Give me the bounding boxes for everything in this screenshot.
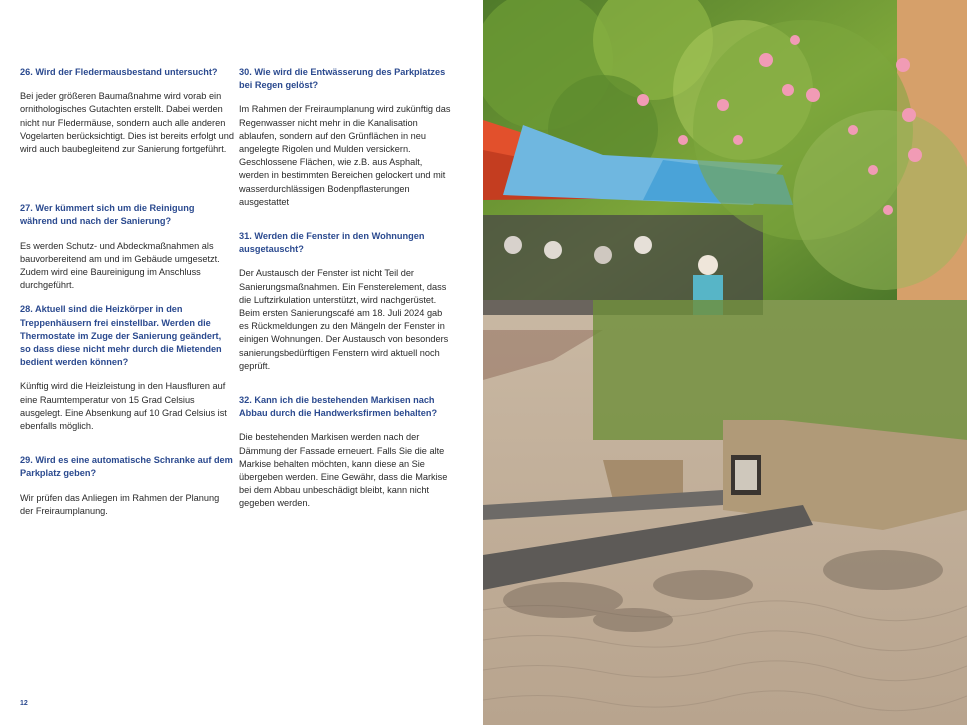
- text-page: [0, 0, 483, 725]
- question-27: 27. Wer kümmert sich um die Reinigung während und nach der Sanierung?: [20, 203, 195, 227]
- faq-item-30: [239, 66, 453, 209]
- answer-29: Wir prüfen das Anliegen im Rahmen der Planung der Freiraumplanung.: [20, 492, 220, 516]
- answer-28: Künftig wird die Heizleistung in den Hausfluren auf eine Raumtemperatur von 15 Grad Celsius ausgelegt. Eine Absenkung auf 10 Grad Celsius ist ebenfalls möglich.: [20, 381, 227, 432]
- answer-30: Im Rahmen der Freiraumplanung wird zukünftig das Regenwasser nicht mehr in die Kanalisation ablaufen, sondern auf den Grünflächen in neu angelegte Rigolen und Mulden versickern. Geschlossene Flächen, wie z.B. aus Asphalt, werden in bestimmten Bereichen gelockert und mit wasserdurchlässigen Bodenpflasterungen ausgestattet: [239, 104, 451, 207]
- faq-column-left: [20, 66, 234, 518]
- answer-26: Bei jeder größeren Baumaßnahme wird vorab ein ornithologisches Gutachten erstellt. Dabei werden nicht nur Fledermäuse, sondern auch alle anderen Vogelarten berücksichtigt. Dies ist bereits erfolgt und wird auch baubegleitend zur Sanierung fortgeführt.: [20, 91, 234, 155]
- question-26: 26. Wird der Fledermausbestand untersucht?: [20, 67, 218, 77]
- answer-32: Die bestehenden Markisen werden nach der Dämmung der Fassade erneuert. Falls Sie die alte Markise behalten möchten, kann diese an Sie übergeben werden. Eine Gewähr, dass die Markise bei dem Abbau unbeschädigt bleibt, kann nicht gegeben werden.: [239, 432, 448, 509]
- question-30: 30. Wie wird die Entwässerung des Parkplatzes bei Regen gelöst?: [239, 67, 446, 91]
- faq-item-28: [20, 303, 234, 433]
- question-28: 28. Aktuell sind die Heizkörper in den Treppenhäusern frei einstellbar. Werden die Thermostate im Zuge der Sanierung geändert, so dass diese nicht mehr durch die Mietenden bedient werden können?: [20, 304, 222, 368]
- question-31: 31. Werden die Fenster in den Wohnungen ausgetauscht?: [239, 231, 425, 255]
- question-32: 32. Kann ich die bestehenden Markisen nach Abbau durch die Handwerksfirmen behalten?: [239, 395, 438, 419]
- question-29: 29. Wird es eine automatische Schranke auf dem Parkplatz geben?: [20, 455, 233, 479]
- faq-item-31: [239, 230, 453, 373]
- faq-item-32: [239, 394, 453, 511]
- faq-column-right: [239, 66, 453, 511]
- answer-27: Es werden Schutz- und Abdeckmaßnahmen als bauvorbereitend am und im Gebäude umgesetzt. Zudem wird eine Baureinigung im Anschluss durchgeführt.: [20, 240, 220, 291]
- courtyard-photo: [483, 0, 967, 725]
- page-number: 12: [20, 700, 28, 707]
- faq-item-27: [20, 202, 234, 292]
- photo-illustration: [483, 0, 967, 725]
- answer-31: Der Austausch der Fenster ist nicht Teil der Sanierungsmaßnahmen. Ein Fensterelement, dass die Luftzirkulation unterstützt, wird nachgerüstet. Beim ersten Sanierungscafé am 18. Juli 2024 gab es Rückmeldungen zu den Mängeln der Fenster in einigen Wohnungen. Der Austausch von besonders sanierungsbedürftigen Fenstern wird aktuell noch geprüft.: [239, 268, 449, 371]
- faq-item-29: [20, 454, 234, 518]
- faq-item-26: [20, 66, 234, 156]
